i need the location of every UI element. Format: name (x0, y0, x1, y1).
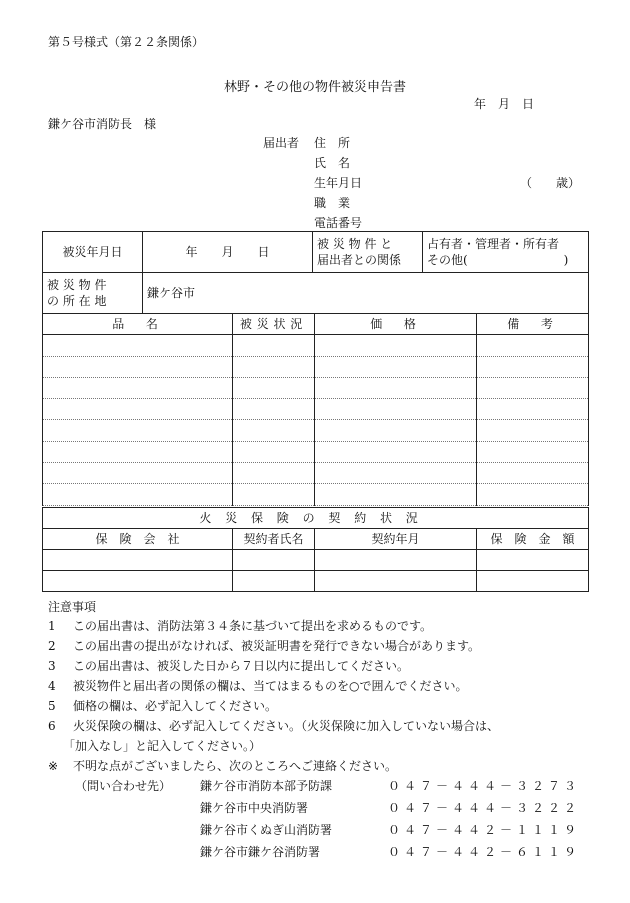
damage-info-table (42, 231, 589, 314)
damage-status-cell[interactable] (233, 484, 315, 505)
col-header-insured-amount: 保 険 金 額 (477, 529, 589, 550)
document-title: 林野・その他の物件被災申告書 (223, 80, 406, 95)
policyholder-cell[interactable] (233, 571, 315, 592)
note-number: ※ (48, 759, 59, 773)
remarks-cell[interactable] (477, 484, 589, 505)
item-name-cell[interactable] (43, 420, 233, 441)
field-label: 生年月日 (314, 176, 363, 190)
note-text: 被災物件と届出者の関係の欄は、当てはまるものを○で囲んでください。 (73, 679, 468, 693)
remarks-cell[interactable] (477, 356, 589, 377)
damage-status-cell[interactable] (233, 463, 315, 484)
col-header-insurer: 保 険 会 社 (43, 529, 233, 550)
field-label: 職 業 (314, 196, 351, 210)
note-number: 6 (48, 719, 56, 733)
remarks-cell[interactable] (477, 441, 589, 462)
table-row (43, 420, 589, 441)
addressee: 鎌ケ谷市消防長 様 (48, 117, 157, 131)
note-number: 4 (48, 679, 56, 693)
table-row (43, 399, 589, 420)
col-header-damage-status: 被災状況 (233, 314, 315, 335)
item-name-cell[interactable] (43, 335, 233, 356)
note-item (48, 717, 499, 734)
table-row (43, 377, 589, 398)
remarks-cell[interactable] (477, 463, 589, 484)
note-text: この届出書の提出がなければ、被災証明書を発行できない場合があります。 (73, 639, 481, 653)
contract-date-cell[interactable] (315, 550, 477, 571)
contact-label: （問い合わせ先） (75, 779, 172, 793)
contact-name: 鎌ケ谷市消防本部予防課 (200, 779, 333, 793)
note-text: この届出書は、消防法第３４条に基づいて提出を求めるものです。 (73, 619, 433, 633)
remarks-cell[interactable] (477, 335, 589, 356)
remarks-cell[interactable] (477, 377, 589, 398)
table-row (43, 550, 589, 571)
location-label (43, 273, 143, 314)
price-cell[interactable] (315, 356, 477, 377)
col-header-remarks: 備 考 (477, 314, 589, 335)
applicant-occupation-row (314, 194, 374, 211)
form-number: 第５号様式（第２２条関係） (48, 35, 205, 49)
policyholder-cell[interactable] (233, 550, 315, 571)
applicant-label: 届出者 (263, 136, 300, 150)
field-label: 住 所 (314, 136, 351, 150)
damage-status-cell[interactable] (233, 399, 315, 420)
contract-date-cell[interactable] (315, 571, 477, 592)
col-header-item-name: 品 名 (43, 314, 233, 335)
insurance-section-title: 火災保険の契約状況 (43, 508, 589, 529)
contact-name: 鎌ケ谷市くぬぎ山消防署 (200, 823, 333, 837)
contact-name: 鎌ケ谷市中央消防署 (200, 801, 309, 815)
damage-status-cell[interactable] (233, 377, 315, 398)
relation-option-other[interactable]: その他( ) (427, 253, 569, 267)
note-item (48, 657, 409, 674)
price-cell[interactable] (315, 377, 477, 398)
applicant-name-row (314, 154, 374, 171)
insured-amount-cell[interactable] (477, 550, 589, 571)
note-text: 価格の欄は、必ず記入してください。 (73, 699, 278, 713)
note-number: 2 (48, 639, 56, 653)
item-name-cell[interactable] (43, 399, 233, 420)
applicant-address-row (314, 134, 374, 151)
notes-title: 注意事項 (48, 600, 97, 614)
price-cell[interactable] (315, 335, 477, 356)
age-field[interactable]: （ 歳） (520, 176, 581, 190)
table-row (43, 356, 589, 377)
damage-date-label: 被災年月日 (43, 232, 143, 273)
relation-label-line2: 届出者との関係 (317, 253, 402, 267)
note-item (48, 617, 432, 634)
note-text: この届出書は、被災した日から７日以内に提出してください。 (73, 659, 410, 673)
col-header-policyholder: 契約者氏名 (233, 529, 315, 550)
col-header-price: 価 格 (315, 314, 477, 335)
damage-date-field[interactable]: 年 月 日 (143, 232, 313, 273)
price-cell[interactable] (315, 484, 477, 505)
insured-amount-cell[interactable] (477, 571, 589, 592)
price-cell[interactable] (315, 441, 477, 462)
note-item (48, 677, 467, 694)
remarks-cell[interactable] (477, 399, 589, 420)
damaged-items-table (42, 313, 589, 506)
applicant-birthdate-row (314, 174, 374, 191)
contact-phone: ０４７－４４２－６１１９ (388, 845, 581, 859)
price-cell[interactable] (315, 399, 477, 420)
table-row (43, 484, 589, 505)
contact-name: 鎌ケ谷市鎌ケ谷消防署 (200, 845, 321, 859)
item-name-cell[interactable] (43, 463, 233, 484)
table-row (43, 335, 589, 356)
relation-options[interactable] (423, 232, 589, 273)
damage-status-cell[interactable] (233, 356, 315, 377)
applicant-phone-row (314, 214, 374, 231)
contact-phone: ０４７－４４４－３２７３ (388, 779, 581, 793)
location-label-line1: 被 災 物 件 (47, 277, 107, 292)
table-row (43, 571, 589, 592)
item-name-cell[interactable] (43, 441, 233, 462)
damage-status-cell[interactable] (233, 335, 315, 356)
price-cell[interactable] (315, 463, 477, 484)
relation-label-line1: 被 災 物 件 と (317, 236, 393, 251)
note-text: 「加入なし」と記入してください。） (63, 739, 262, 753)
insurer-cell[interactable] (43, 571, 233, 592)
insurer-cell[interactable] (43, 550, 233, 571)
field-label: 氏 名 (314, 156, 351, 170)
fire-insurance-table (42, 507, 589, 592)
table-row (43, 441, 589, 462)
note-item-continued (63, 737, 261, 754)
price-cell[interactable] (315, 420, 477, 441)
note-text: 不明な点がございましたら、次のところへご連絡ください。 (73, 759, 398, 773)
contact-phone: ０４７－４４２－１１１９ (388, 823, 581, 837)
note-number: 3 (48, 659, 56, 673)
damage-status-cell[interactable] (233, 441, 315, 462)
submission-date: 年 月 日 (474, 97, 535, 111)
note-item (48, 757, 397, 774)
note-item (48, 697, 277, 714)
item-name-cell[interactable] (43, 377, 233, 398)
note-item (48, 637, 480, 654)
contact-phone: ０４７－４４４－３２２２ (388, 801, 581, 815)
col-header-contract-date: 契約年月 (315, 529, 477, 550)
table-row (43, 463, 589, 484)
relation-option-owner[interactable]: 占有者・管理者・所有者 (427, 236, 560, 251)
field-label: 電話番号 (314, 216, 363, 230)
remarks-cell[interactable] (477, 420, 589, 441)
note-text: 火災保険の欄は、必ず記入してください。（火災保険に加入していない場合は、 (73, 719, 500, 733)
relation-label (313, 232, 423, 273)
item-name-cell[interactable] (43, 356, 233, 377)
note-number: 5 (48, 699, 56, 713)
damage-status-cell[interactable] (233, 420, 315, 441)
item-name-cell[interactable] (43, 484, 233, 505)
note-number: 1 (48, 619, 56, 633)
location-label-line2: の 所 在 地 (47, 294, 107, 308)
location-field[interactable]: 鎌ケ谷市 (143, 273, 589, 314)
